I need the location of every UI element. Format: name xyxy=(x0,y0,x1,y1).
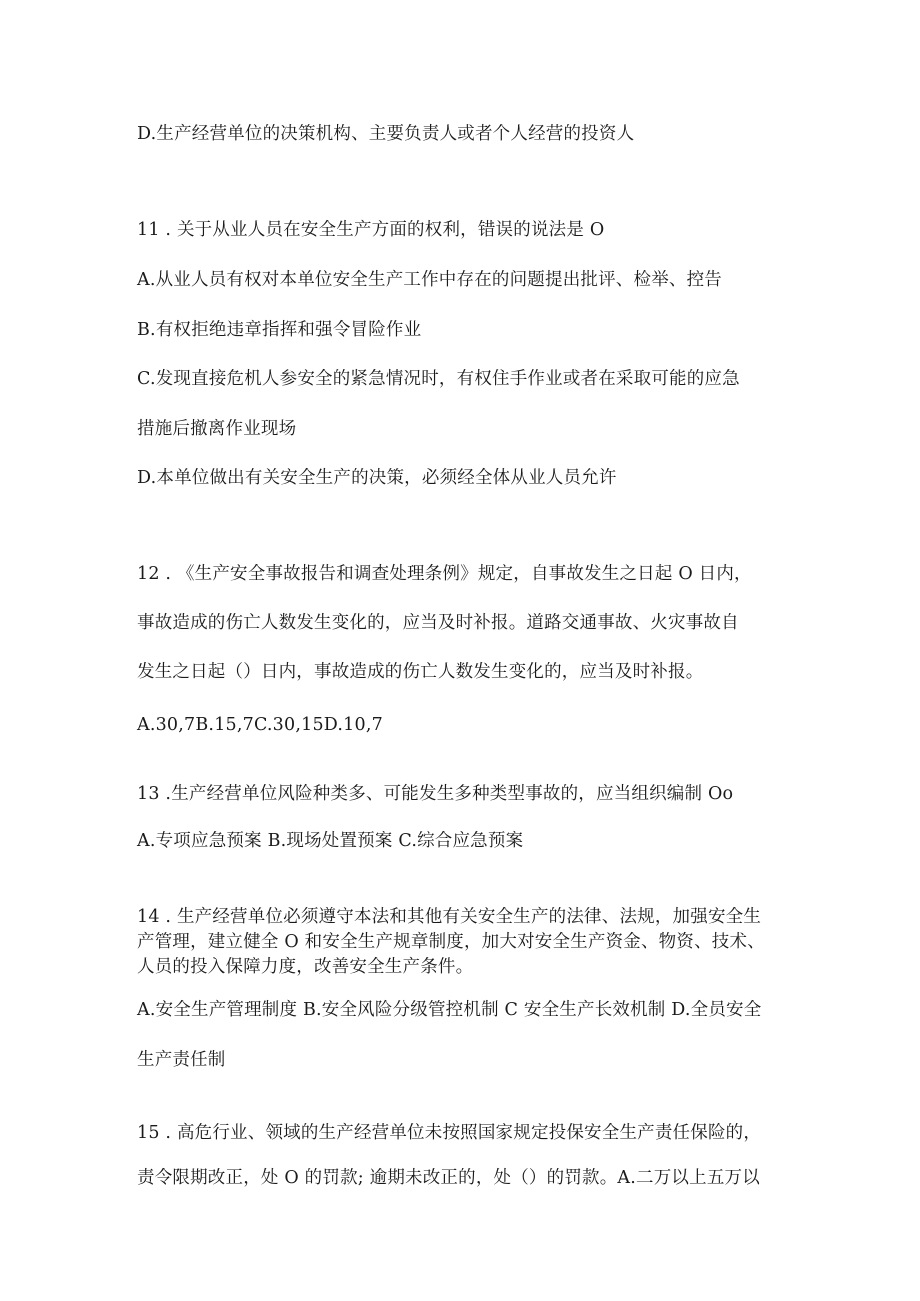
q10-option-d: D.生产经营单位的决策机构、主要负责人或者个人经营的投资人 xyxy=(137,124,635,144)
q14-options: A.安全生产管理制度 B.安全风险分级管控机制 C 安全生产长效机制 D.全员安全 xyxy=(137,1000,762,1020)
q15-stem-cont: 责令限期改正，处 O 的罚款; 逾期未改正的，处（）的罚款。A.二万以上五万以 xyxy=(137,1168,760,1188)
q14-stem-cont-2: 人员的投入保障力度，改善安全生产条件。 xyxy=(137,957,474,977)
q11-option-c: C.发现直接危机人参安全的紧急情况时，有权住手作业或者在采取可能的应急 xyxy=(137,369,740,389)
q11-option-c-cont: 措施后撤离作业现场 xyxy=(137,419,297,439)
q14-stem: 14 . 生产经营单位必须遵守本法和其他有关安全生产的法律、法规，加强安全生 xyxy=(137,907,762,927)
q11-stem: 11 . 关于从业人员在安全生产方面的权利，错误的说法是 O xyxy=(137,220,605,240)
q11-option-b: B.有权拒绝违章指挥和强令冒险作业 xyxy=(137,320,422,340)
q12-stem: 12 . 《生产安全事故报告和调查处理条例》规定，自事故发生之日起 O 日内， xyxy=(137,564,752,584)
q12-options: A.30,7B.15,7C.30,15D.10,7 xyxy=(137,715,383,735)
q12-stem-cont-2: 发生之日起（）日内，事故造成的伤亡人数发生变化的，应当及时补报。 xyxy=(137,662,704,682)
q14-stem-cont-1: 产管理，建立健全 O 和安全生产规章制度，加大对安全生产资金、物资、技术、 xyxy=(137,932,765,952)
q15-stem: 15 . 高危行业、领域的生产经营单位未按照国家规定投保安全生产责任保险的， xyxy=(137,1123,762,1143)
q11-option-a: A.从业人员有权对本单位安全生产工作中存在的问题提出批评、检举、控告 xyxy=(137,270,722,290)
q12-stem-cont-1: 事故造成的伤亡人数发生变化的，应当及时补报。道路交通事故、火灾事故自 xyxy=(137,613,739,633)
q13-stem: 13 .生产经营单位风险种类多、可能发生多种类型事故的，应当组织编制 Oo xyxy=(137,784,734,804)
q11-option-d: D.本单位做出有关安全生产的决策，必须经全体从业人员允许 xyxy=(137,468,617,488)
q14-options-cont: 生产责任制 xyxy=(137,1050,226,1070)
q13-options: A.专项应急预案 B.现场处置预案 C.综合应急预案 xyxy=(137,831,524,851)
